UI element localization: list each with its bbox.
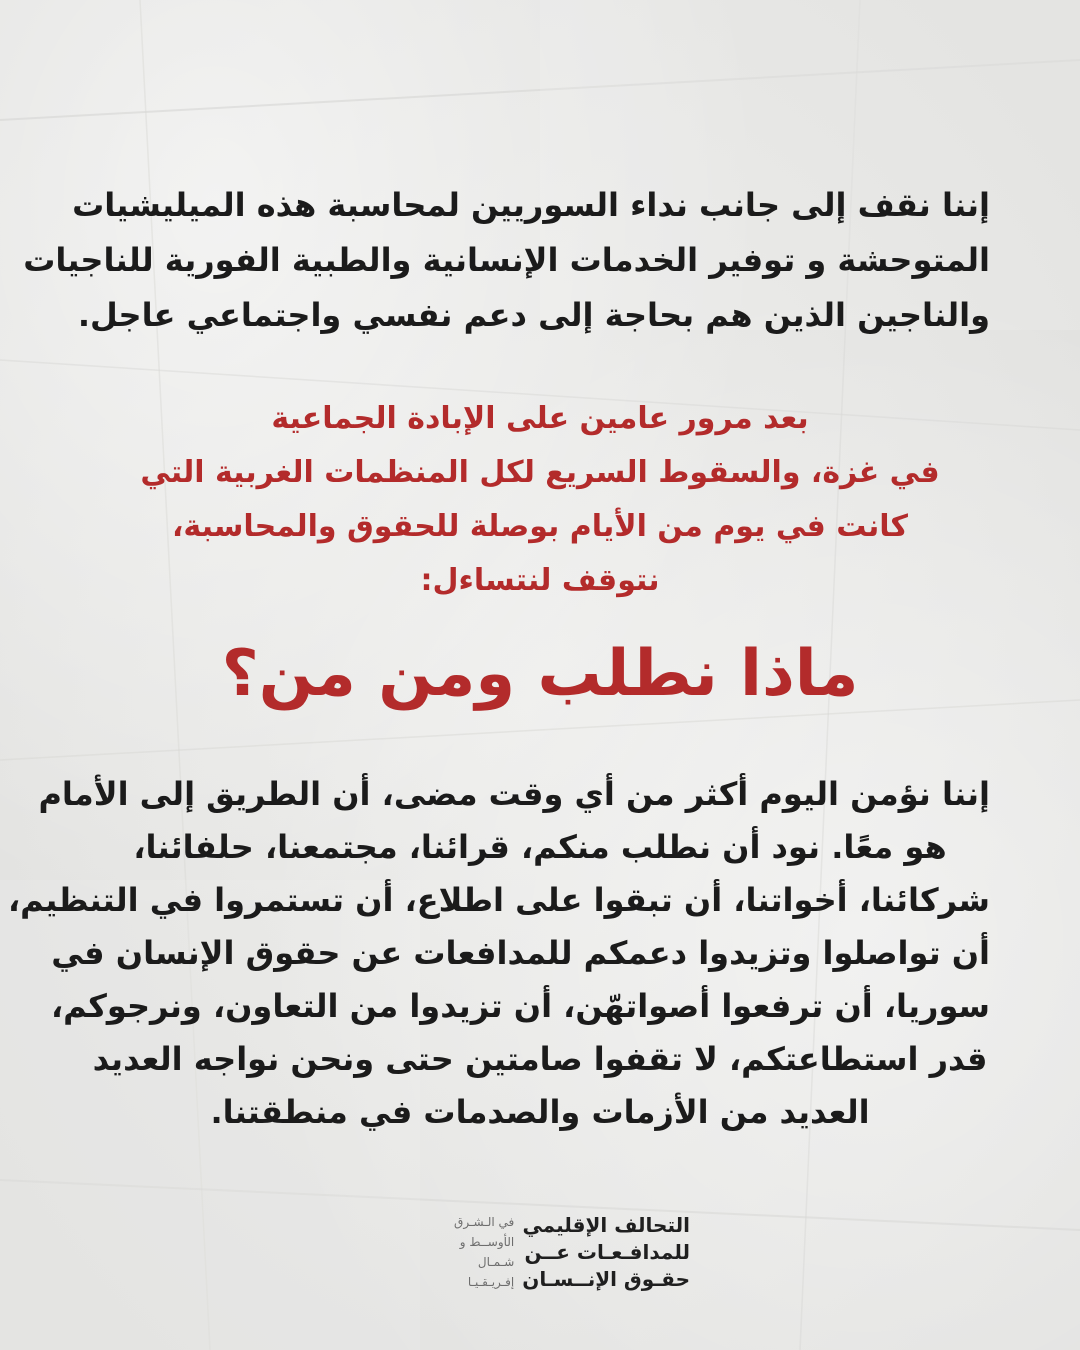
headline: ماذا نطلب ومن من؟ bbox=[221, 637, 859, 711]
text-line: قدر استطاعتكم، لا تقفوا صامتين حتى ونحن نواجه العديد bbox=[92, 1040, 988, 1078]
logo-subline: في الـشـرق bbox=[454, 1215, 515, 1229]
logo-subline: شـمـال bbox=[477, 1255, 515, 1269]
text-line: إننا نقف إلى جانب نداء السوريين لمحاسبة هذه الميليشيات bbox=[72, 186, 990, 224]
text-line: بعد مرور عامين على الإبادة الجماعية bbox=[271, 401, 809, 436]
text-line: نتوقف لنتساءل: bbox=[420, 563, 660, 598]
highlight-paragraph bbox=[90, 392, 990, 608]
text-line: هو معًا. نود أن نطلب منكم، قرائنا، مجتمعنا، حلفائنا، bbox=[133, 828, 947, 866]
text-line: سوريا، أن ترفعوا أصواتهّن، أن تزيدوا من التعاون، ونرجوكم، bbox=[51, 987, 990, 1025]
text-line: شركائنا، أخواتنا، أن تبقوا على اطلاع، أن تستمروا في التنظيم، bbox=[7, 881, 990, 919]
text-line: في غزة، والسقوط السريع لكل المنظمات الغربية التي bbox=[140, 455, 940, 490]
logo-line: حقـوق الإنــسـان bbox=[522, 1267, 690, 1291]
logo-line: للمدافـعـات عــن bbox=[524, 1240, 690, 1264]
logo-main-text bbox=[522, 1212, 690, 1293]
text-line: إننا نؤمن اليوم أكثر من أي وقت مضى، أن الطريق إلى الأمام bbox=[38, 775, 990, 813]
logo-subline: الأوســط و bbox=[459, 1235, 515, 1249]
text-line: أن تواصلوا وتزيدوا دعمكم للمدافعات عن حقوق الإنسان في bbox=[51, 934, 990, 972]
intro-paragraph bbox=[23, 178, 990, 343]
logo-subline: إفـريـقـيـا bbox=[467, 1275, 515, 1289]
text-line: المتوحشة و توفير الخدمات الإنسانية والطبية الفورية للناجيات bbox=[23, 241, 990, 279]
text-line: العديد من الأزمات والصدمات في منطقتنا. bbox=[210, 1093, 870, 1131]
organization-logo bbox=[390, 1212, 690, 1302]
text-line: والناجين الذين هم بحاجة إلى دعم نفسي واجتماعي عاجل. bbox=[77, 296, 990, 334]
text-line: كانت في يوم من الأيام بوصلة للحقوق والمحاسبة، bbox=[172, 509, 908, 544]
closing-paragraph bbox=[7, 768, 990, 1139]
logo-sub-text bbox=[454, 1212, 514, 1292]
logo-line: التحالف الإقليمي bbox=[522, 1213, 690, 1237]
